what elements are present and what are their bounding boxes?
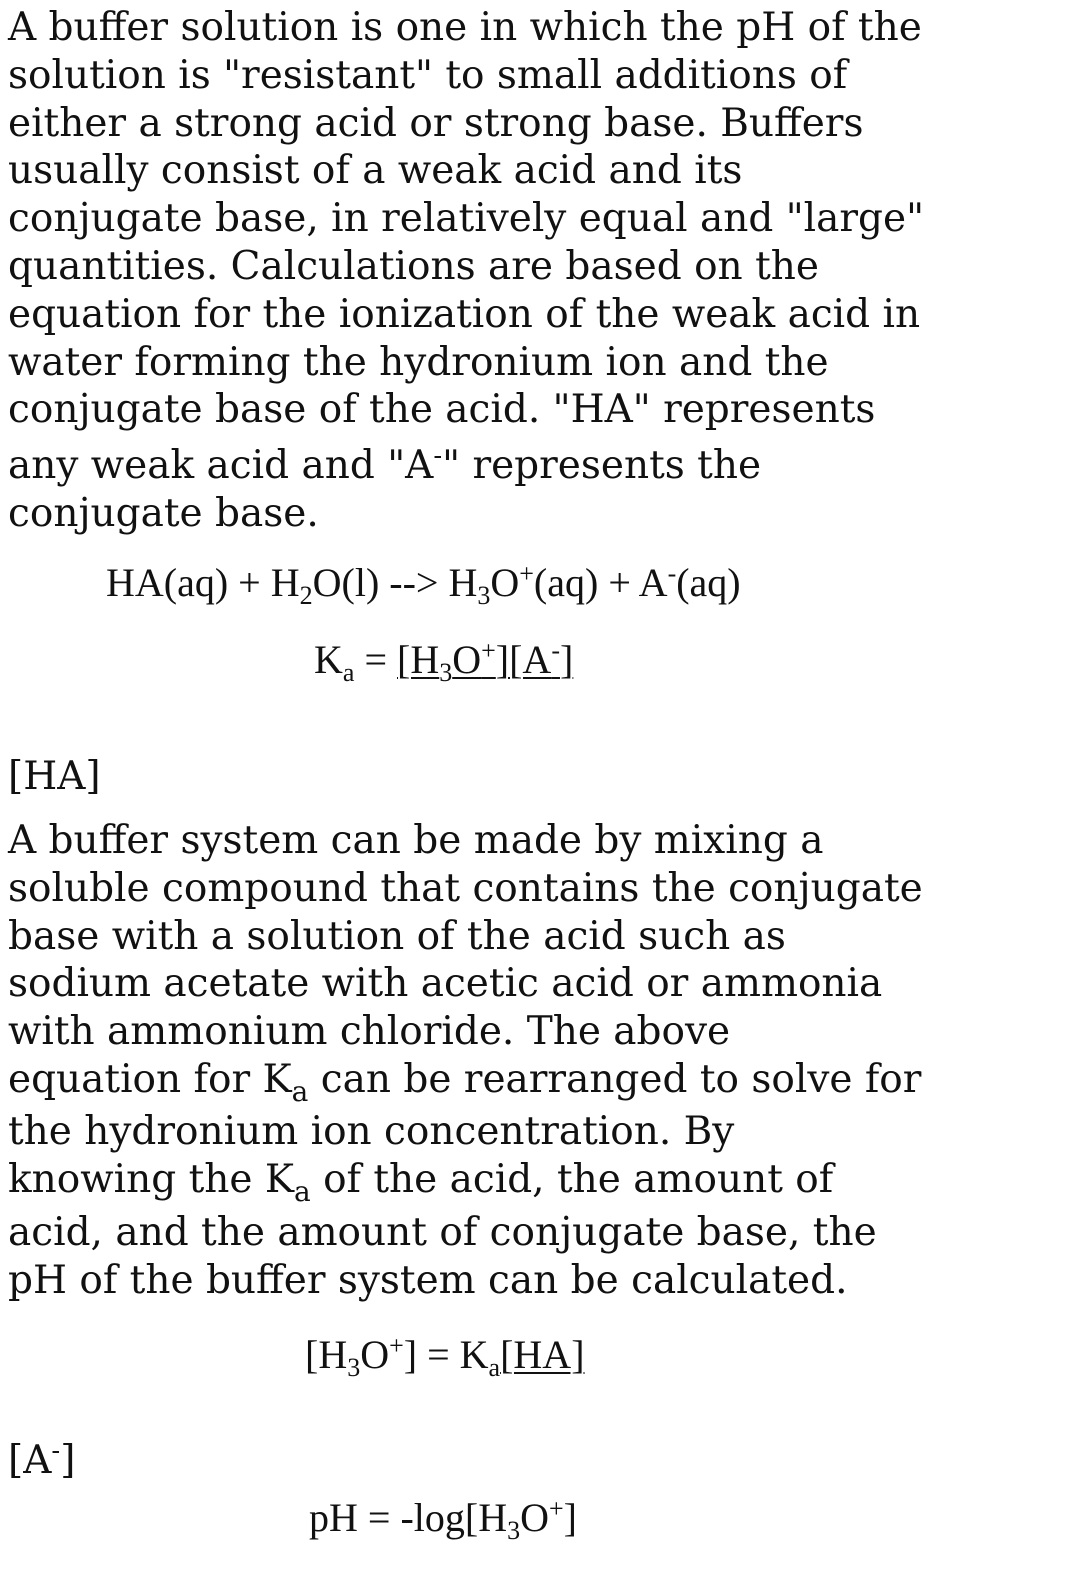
eq-part: pH = -log[H (309, 1495, 508, 1540)
text-fragment: " represents the (442, 443, 762, 489)
eq-part: ][A (495, 637, 552, 682)
superscript: + (519, 559, 534, 588)
superscript: + (481, 636, 496, 665)
text-line: quantities. Calculations are based on the (8, 243, 819, 289)
superscript: - (433, 441, 443, 472)
text-line: conjugate base. (8, 490, 319, 536)
eq-part: (aq) (676, 560, 741, 605)
eq-part: K (314, 637, 343, 682)
text-line: conjugate base of the acid. "HA" represents (8, 387, 876, 433)
text-line: soluble compound that contains the conjugate (8, 865, 923, 911)
superscript: + (389, 1331, 404, 1360)
text-line: either a strong acid or strong base. Buffers (8, 100, 864, 146)
eq-part: [H (397, 637, 440, 682)
paragraph-buffer-definition (8, 4, 1008, 538)
ka-denominator: [HA] (8, 754, 101, 799)
eq-part: O (360, 1332, 390, 1377)
text-line: water forming the hydronium ion and the (8, 339, 829, 385)
ionization-equation (106, 559, 741, 610)
text-line: with ammonium chloride. The above (8, 1009, 731, 1055)
eq-part: O (452, 637, 482, 682)
subscript: 2 (299, 581, 313, 610)
superscript: - (51, 1436, 61, 1466)
text-line: usually consist of a weak acid and its (8, 148, 743, 194)
eq-part: O (520, 1495, 549, 1540)
text-line (8, 1156, 1008, 1208)
hydronium-denominator (8, 1437, 75, 1485)
eq-part: [H (305, 1332, 348, 1377)
hydronium-equation (305, 1331, 585, 1382)
text-line: A buffer system can be made by mixing a (8, 818, 824, 863)
ka-numerator (397, 636, 574, 687)
subscript: a (291, 1074, 309, 1108)
eq-part: ] = K (403, 1332, 489, 1377)
eq-part: [A (8, 1438, 52, 1483)
text-line: pH of the buffer system can be calculated. (8, 1258, 848, 1304)
superscript: + (548, 1494, 564, 1523)
text-line: solution is "resistant" to small additions of (8, 52, 848, 98)
subscript: a (293, 1174, 311, 1208)
text-line: conjugate base, in relatively equal and "large" (8, 196, 925, 242)
superscript: - (667, 559, 677, 588)
text-fragment: can be rearranged to solve for (308, 1056, 922, 1102)
text-line: acid, and the amount of conjugate base, the (8, 1210, 877, 1256)
text-fragment: equation for K (8, 1056, 292, 1102)
ka-equation (314, 636, 574, 687)
superscript: - (551, 636, 560, 665)
subscript: 3 (477, 581, 491, 610)
eq-part: ] (559, 637, 574, 682)
text-fragment: of the acid, the amount of (310, 1156, 834, 1202)
subscript: 3 (347, 1353, 361, 1382)
subscript: a (342, 658, 355, 687)
paragraph-buffer-system (8, 817, 1008, 1305)
hydronium-numerator: [HA] (500, 1332, 585, 1377)
text-fragment: knowing the K (8, 1156, 294, 1202)
eq-part: O(l) --> H (312, 560, 478, 605)
eq-part: HA(aq) + H (106, 560, 300, 605)
text-line: the hydronium ion concentration. By (8, 1108, 735, 1154)
eq-part: ] (563, 1495, 577, 1540)
text-line: equation for the ionization of the weak acid in (8, 291, 921, 337)
eq-part: ] (60, 1438, 76, 1483)
eq-part: (aq) + A (533, 560, 668, 605)
eq-part: O (490, 560, 520, 605)
text-line (8, 442, 1008, 490)
subscript: a (488, 1353, 501, 1382)
text-line: A buffer solution is one in which the pH of the (8, 5, 922, 50)
text-line: base with a solution of the acid such as (8, 913, 786, 959)
text-fragment: any weak acid and "A (8, 443, 434, 489)
ph-equation (309, 1494, 577, 1545)
subscript: 3 (439, 658, 453, 687)
subscript: 3 (507, 1516, 521, 1545)
eq-part: = (354, 637, 397, 682)
text-line (8, 1056, 1008, 1108)
text-line: sodium acetate with acetic acid or ammonia (8, 961, 883, 1007)
